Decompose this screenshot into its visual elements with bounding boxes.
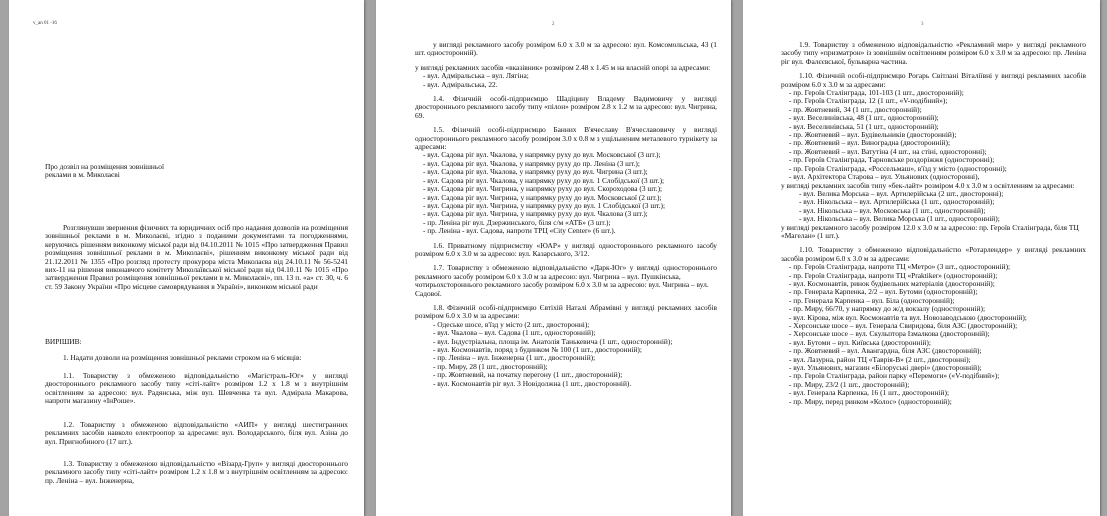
text-line: - вул. Архітектора Старова – вул. Ульянових (односторонні), <box>789 172 980 182</box>
item-1: 1. Надати дозволи на розміщення зовнішньої реклами строком на 6 місяців: <box>63 353 302 362</box>
text-line: - пр. Героїв Сталінграда, напроти ТЦ «Praktiker» (односторонній); <box>789 270 998 280</box>
text-line: - пр. Героїв Сталінграда, район парку «Перемоги» («V-подібний»); <box>789 371 1000 381</box>
text-line: - вул. Чкалова – вул. Садова (1 шт., односторонній); <box>433 328 596 338</box>
text-line: - вул. Садова ріг вул. Чкалова, у напрямку руху до вул. 1 Слобідської (3 шт.); <box>423 175 665 185</box>
text-line: - вул. Садова ріг вул. Чигрина, у напрямку руху до вул. Чкалова (3 шт.); <box>423 209 648 219</box>
page-number: 2 <box>552 22 555 27</box>
text-line: - пр. Миру, перед ринком «Колос» (односторонній); <box>789 396 952 406</box>
text-line: - вул. Лазурна, район ТЦ «Таврія-В» (2 шт., двосторонні); <box>789 354 971 364</box>
text-line: - вул. Кірова, між вул. Космонавтів та вул. Новозаводською (двосторонній); <box>789 312 1027 322</box>
item-1-3: 1.3. Товариству з обмеженою відповідальністю «Візард-Груп» у вигляді двостороннього рекламного засобу типу «сіті-лайт» розміром 1.2 х 1.8 м з внутрішнім освітленням за адресою: пр. Леніна – вул. Інженерна, <box>45 459 348 485</box>
text-line: - вул. Садова ріг вул. Чкалова, у напрямку руху до вул. Чигрина (3 шт.); <box>423 167 648 177</box>
text-line: 1.7. Товариству з обмеженою відповідальністю «Дарк-Юг» у вигляді одностороннього рекламного засобу розміром 6.0 х 3.0 м за адресою: вул. Чигрина – вул. Пушкінська, <box>415 263 717 281</box>
text-line: - вул. Космонавтів ріг вул. 3 Новідолжна (1 шт., двосторонній). <box>433 378 632 388</box>
page-number: 3 <box>921 22 924 27</box>
page-header-mark: v_an 01 -16 <box>33 21 57 26</box>
text-line: - вул. Нікольська – вул. Московська (1 шт., односторонній); <box>799 205 986 215</box>
text-line: - пр. Жовтневий, на початку перегону (1 шт., двосторонній); <box>433 370 623 380</box>
preamble-paragraph: Розглянувши звернення фізичних та юридичних осіб про надання дозволів на розміщення зовнішньої реклами в м. Миколаєві, згідно з поданими документами та погодженнями, керуючись рішенням виконкому міської ради від 04.10.2011 № 1015 «Про затвердження Правил розміщення зовнішньої реклами в м. Миколаєві», рішенням виконкому міської ради від 21.12.2011 № 1355 «Про розгляд протесту прокурора міста Миколаєва від 24.10.11 № 56-5241 вих-11 на рішення виконавчого комітету Миколаївської міської ради від 04.10.11 № 1015 «Про затвердження Правил розміщення зовнішньої реклами в м. Миколаєві», пп. 13 п. «а» ст. 30, ч. 6 ст. 59 Закону України «Про місцеве самоврядування в Україні», виконком міської ради <box>45 223 348 291</box>
text-line: - пр. Героїв Сталінграда, 12 (1 шт., «V-подібний»); <box>789 96 948 106</box>
text-line: - вул. Велика Морська – вул. Артилерійська (2 шт., двосторонні); <box>799 188 1004 198</box>
text-line: - Херсонське шосе – вул. Скульптора Ізмалкова (двосторонній); <box>789 329 990 339</box>
text-line: - пр. Героїв Сталінграда, Тарновське роздоріжжя (односторонні); <box>789 155 995 165</box>
text-line: - пр. Миру, 23/2 (1 шт., двосторонній); <box>789 379 910 389</box>
text-line: - вул. Садова ріг вул. Чкалова, у напрямку руху до вул. Московської (3 шт.); <box>423 150 661 160</box>
text-line: у вигляді рекламного засобу розміром 12.0 х 3.0 м за адресою: пр. Героїв Сталінграда, біля ТЦ «Магелан» (1 шт.). <box>781 222 1079 240</box>
document-page-1 <box>9 0 364 516</box>
text-line: - пр. Жовтневий – вул. Виноградна (двосторонній); <box>789 138 951 148</box>
text-line: - Херсонське шосе – вул. Генерала Свиридова, біля АЗС (двосторонній); <box>789 321 1018 330</box>
text-line: - пр. Леніна ріг вул. Дзержинського, біля с/м «АТБ» (3 шт.); <box>423 217 611 227</box>
text-line: - вул. Веселинівська, 48 (1 шт., односторонній); <box>789 113 939 123</box>
text-line: - пр. Жовтневий – вул. Будівельників (двосторонній); <box>789 130 957 140</box>
text-line: - вул. Нікольська – вул. Артилерійська (1 шт., односторонній); <box>799 197 995 207</box>
text-line: - пр. Генерала Карпенка, 2/2 – вул. Бутоми (односторонній); <box>789 287 978 297</box>
text-line: - вул. Адміральська – вул. Лягіна; <box>423 71 529 81</box>
text-line: 1.10. Фізичній особі-підприємцю Рогарь Світлані Віталіївні у вигляді рекламних засобів розміром 6.0 х 3.0 м за адресами: <box>781 71 1086 89</box>
text-line: 1.8. Фізичній особі-підприємцю Євтіхій Наталі Абрамівні у вигляді рекламних засобів розміром 6.0 х 3.0 м за адресами: <box>415 302 717 321</box>
item-1-2: 1.2. Товариству з обмеженою відповідальністю «АИП» у вигляді шестигранних рекламних засобів навколо електроопор за адресами: вул. Володарського, біля вул. Азіна до вул. Пригнобиного (17 шт.). <box>45 420 348 446</box>
text-line: 1.6. Приватному підприємству «ЮАР» у вигляді одностороннього рекламного засобу розміром 6.0 х 3.0 м за адресою: вул. Казарського, 3/12. <box>415 240 717 258</box>
text-line: - вул. Бутоми – вул. Київська (двосторонній); <box>789 337 931 347</box>
text-line: у вигляді рекламних засобів типу «бек-лайт» розміром 4.0 х 3.0 м з освітленням за адресами: <box>781 180 1075 190</box>
text-line: - вул. Ульянових, магазин «Білоруські двері» (двосторонній); <box>789 363 982 373</box>
text-line: - пр. Миру, 28 (1 шт., двосторонній); <box>433 361 548 371</box>
text-line: - пр. Леніна - вул. Садова, напроти ТРЦ «City Center» (6 шт.). <box>423 226 616 236</box>
document-page-3 <box>743 0 1100 516</box>
text-line: чотирьохстороннього рекламного засобу розміром 6.0 х 3.0 м за адресою: вул. Чигрина – вул. Садової. <box>415 280 709 298</box>
text-line: - пр. Жовтневий – вул. Авангардна, біля АЗС (двосторонній); <box>789 346 982 356</box>
text-line: 1.4. Фізичній особі-підприємцю Шадіцину Владему Вадимовичу у вигляді двостороннього рекламного засобу типу «пілон» розміром 2.8 х 1.2 м за адресою: вул. Чигрина, 69. <box>415 94 717 120</box>
resolved-heading: ВИРІШИВ: <box>45 337 82 346</box>
text-line: - пр. Леніна – вул. Інженерна (1 шт., двосторонній); <box>433 353 596 363</box>
text-line: у вигляді рекламного засобу розміром 6.0 х 3.0 м за адресою: вул. Комсомольська, 43 (1 шт. односторонній). <box>415 40 717 58</box>
text-line: - вул. Індустріальна, площа ім. Анатолія Танькевича (1 шт., односторонній); <box>433 336 673 346</box>
text-line: 1.9. Товариству з обмеженою відповідальністю «Рекламний мир» у вигляді рекламного засобу типу «призматрон» із зовнішнім освітленням розміром 6.0 х 3.0 м за адресою: пр. Леніна ріг вул. Фалєєвської, бульварна частина. <box>781 40 1086 66</box>
text-line: - вул. Генерала Карпенка, 16 (1 шт., двосторонній); <box>789 388 949 398</box>
text-line: - пр. Миру, 66/70, у напрямку до ж/д вокзалу (односторонній); <box>789 304 986 314</box>
text-line: 1.5. Фізичній особі-підприємцю Банних В'ячеславу В'ячеславовичу у вигляді одностороннього рекламного засобу розміром 3.0 х 0.8 м з ущільненим металевого турнікету за адресами: <box>415 125 717 152</box>
text-line: - вул. Адміральська, 22. <box>423 79 498 89</box>
document-title: Про дозвіл на розміщення зовнішньої реклами в м. Миколаєві <box>45 162 165 180</box>
text-line: - вул. Садова ріг вул. Чигрина, у напрямку руху до вул. Скороходова (3 шт.); <box>423 184 663 194</box>
text-line: у вигляді рекламних засобів «вказівник» розміром 2.48 х 1.45 м на власній опорі за адресами: <box>415 62 711 72</box>
text-line: - вул. Веселинівська, 51 (1 шт., односторонній); <box>789 121 939 131</box>
text-line: - вул. Космонавтів, поряд з будинком № 100 (1 шт., двосторонній); <box>433 345 642 354</box>
text-line: - пр. Героїв Сталінграда, напроти ТЦ «Метро» (3 шт., односторонній); <box>789 262 1011 272</box>
text-line: - пр. Героїв Сталінграда, 101-103 (1 шт., двосторонній); <box>789 88 964 98</box>
page-3-body <box>781 41 1086 406</box>
text-line: - вул. Космонавтів, ринок будівельних матеріалів (двосторонній); <box>789 278 995 288</box>
item-1-1: 1.1. Товариству з обмеженою відповідальністю «Магістраль-Юг» у вигляді двостороннього рекламного засобу типу «сіті-лайт» розміром 1.2 х 1.8 м з внутрішнім освітленням за адресою: вул. Радянська, між вул. Шевченка та вул. Адмірала Макарова, напроти магазину «ІнРоше». <box>45 371 348 406</box>
text-line: 1.10. Товариству з обмеженою відповідальністю «Ротарлендер» у вигляді рекламних засобів розміром 6.0 х 3.0 м за адресами: <box>781 245 1086 263</box>
document-page-2 <box>376 0 731 516</box>
text-line: - вул. Садова ріг вул. Чигрина, у напрямку руху до вул. 1 Слобідської (3 шт.); <box>423 200 666 210</box>
text-line: - вул. Садова ріг вул. Чкалова, у напрямку руху до пр. Леніна (3 шт.); <box>423 158 640 168</box>
text-line: - пр. Жовтневий, 34 (1 шт., двосторонній); <box>789 104 922 114</box>
text-line: - вул. Садова ріг вул. Чигрина, у напрямку руху до вул. Московської (2 шт.); <box>423 192 662 202</box>
text-line: - вул. Нікольська – вул. Велика Морська (1 шт., односторонній); <box>799 214 1000 224</box>
text-line: - пр. Героїв Сталінграда, «Росcельмаш», в'їзд у місто (односторонні); <box>789 163 1007 173</box>
text-line: - Одеське шосе, в'їзд у місто (2 шт., двосторонні); <box>433 319 590 329</box>
page-2-body <box>415 41 717 388</box>
text-line: - пр. Генерала Карпенка – вул. Біла (односторонній); <box>789 295 955 305</box>
text-line: - пр. Жовтневий – вул. Ватутіна (4 шт., на стіні, односторонні); <box>789 146 987 156</box>
